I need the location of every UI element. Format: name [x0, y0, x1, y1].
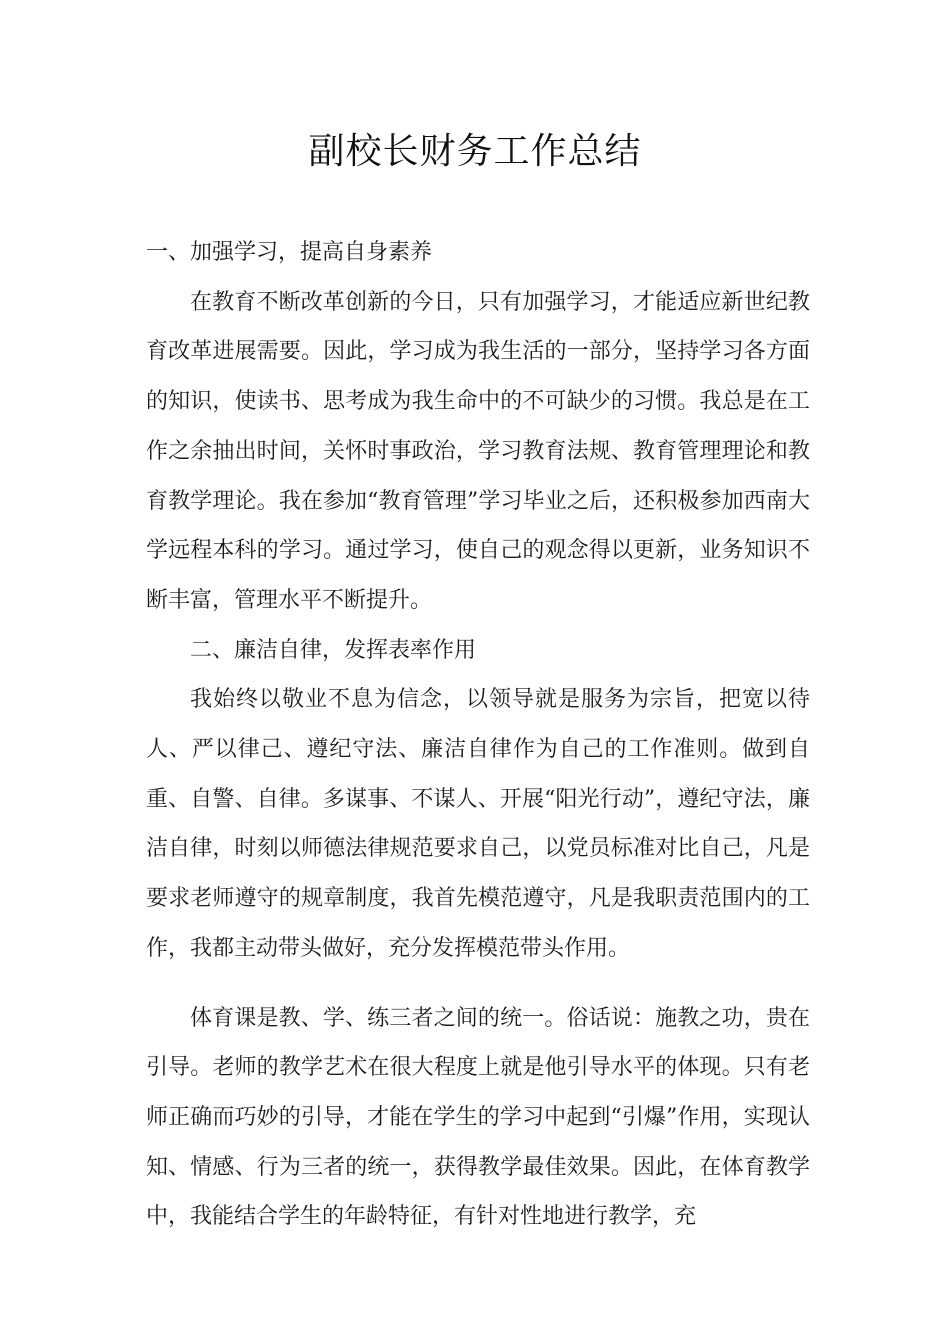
paragraph-2: 我始终以敬业不息为信念，以领导就是服务为宗旨，把宽以待人、严以律己、遵纪守法、廉洁自律作为自己的工作准则。做到自重、自警、自律。多谋事、不谋人、开展“阳光行动”，遵纪守法，廉洁自律，时刻以师德法律规范要求自己，以党员标准对比自己，凡是要求老师遵守的规章制度，我首先模范遵守，凡是我职责范围内的工作，我都主动带头做好，充分发挥模范带头作用。 — [146, 687, 810, 961]
section-heading-2: 二、廉洁自律，发挥表率作用 — [190, 637, 477, 663]
paragraph-3: 体育课是教、学、练三者之间的统一。俗话说：施教之功，贵在引导。老师的教学艺术在很大程度上就是他引导水平的体现。只有老师正确而巧妙的引导，才能在学生的学习中起到“引爆”作用，实现认知、情感、行为三者的统一，获得教学最佳效果。因此，在体育教学中，我能结合学生的年龄特征，有针对性地进行教学，充 — [146, 1005, 810, 1230]
document-body — [146, 228, 810, 1242]
paragraph-1: 在教育不断改革创新的今日，只有加强学习，才能适应新世纪教育改革进展需要。因此，学习成为我生活的一部分，坚持学习各方面的知识，使读书、思考成为我生命中的不可缺少的习惯。我总是在工作之余抽出时间，关怀时事政治，学习教育法规、教育管理理论和教育教学理论。我在参加“教育管理”学习毕业之后，还积极参加西南大学远程本科的学习。通过学习，使自己的观念得以更新，业务知识不断丰富，管理水平不断提升。 — [146, 289, 810, 613]
document-title: 副校长财务工作总结 — [308, 131, 642, 172]
section-heading-1: 一、加强学习，提高自身素养 — [146, 240, 433, 265]
